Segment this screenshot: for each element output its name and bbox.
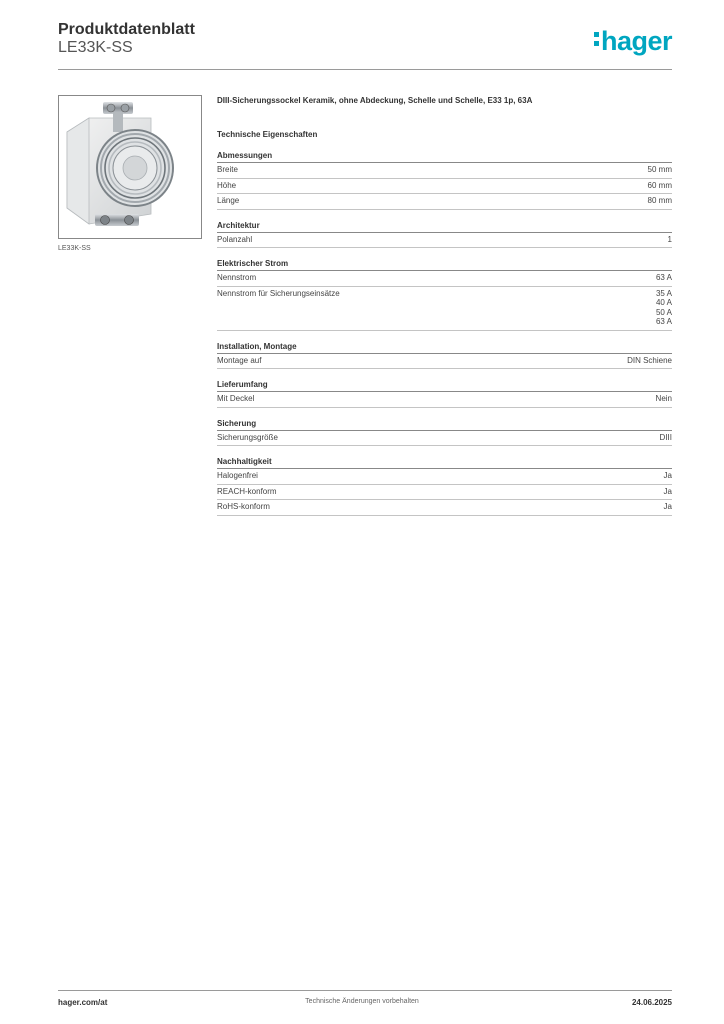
- property-row: [217, 233, 672, 249]
- section-title: Abmessungen: [217, 151, 672, 163]
- property-value-line: DIN Schiene: [627, 355, 672, 365]
- technical-properties-title: Technische Eigenschaften: [217, 130, 318, 139]
- hager-logo: [594, 26, 672, 57]
- properties-list: [217, 151, 672, 516]
- property-label: REACH-konform: [217, 486, 277, 496]
- property-value: [664, 471, 672, 481]
- section-title: Installation, Montage: [217, 342, 672, 354]
- footer-notice: Technische Änderungen vorbehalten: [305, 998, 419, 1005]
- property-value: [627, 356, 672, 366]
- property-value-line: 63 A: [655, 317, 672, 326]
- property-label: RoHS-konform: [217, 502, 270, 511]
- property-value-line: 63 A: [655, 273, 672, 282]
- property-value: [656, 289, 672, 327]
- property-label: Länge: [217, 196, 240, 205]
- property-row: [217, 500, 672, 516]
- property-row: [217, 431, 672, 447]
- property-section: [217, 221, 672, 249]
- section-title: Nachhaltigkeit: [217, 457, 672, 469]
- property-section: [217, 342, 672, 370]
- section-title: Architektur: [217, 221, 672, 233]
- property-value-line: 50 mm: [647, 165, 672, 174]
- property-value: [664, 502, 672, 512]
- property-value-line: 50 A: [655, 307, 672, 317]
- property-value: [648, 165, 672, 175]
- product-code: LE33K-SS: [58, 39, 133, 56]
- property-value-line: 35 A: [655, 288, 672, 298]
- property-row: [217, 469, 672, 485]
- property-row: [217, 163, 672, 179]
- property-value-line: DIII: [659, 432, 672, 442]
- property-value: [656, 394, 672, 404]
- product-description: DIII-Sicherungssockel Keramik, ohne Abdeckung, Schelle und Schelle, E33 1p, 63A: [217, 96, 533, 105]
- property-value-line: 40 A: [655, 298, 672, 307]
- property-label: Sicherungsgröße: [217, 432, 278, 442]
- property-row: [217, 179, 672, 195]
- property-section: [217, 457, 672, 516]
- property-label: Nennstrom: [217, 273, 257, 282]
- logo-dots-icon: [594, 30, 599, 48]
- property-label: Mit Deckel: [217, 394, 255, 403]
- section-title: Sicherung: [217, 419, 672, 431]
- property-row: [217, 392, 672, 408]
- property-section: [217, 259, 672, 331]
- property-section: [217, 380, 672, 408]
- property-label: Montage auf: [217, 355, 262, 365]
- property-row: [217, 287, 672, 331]
- property-section: [217, 419, 672, 447]
- property-value-line: 80 mm: [647, 196, 672, 205]
- property-label: Halogenfrei: [217, 471, 258, 480]
- property-row: [217, 194, 672, 210]
- property-label: Höhe: [217, 180, 237, 190]
- page-title: Produktdatenblatt: [58, 21, 195, 38]
- header-divider: [58, 69, 672, 70]
- property-value: [660, 433, 672, 443]
- footer-website: hager.com/at: [58, 998, 108, 1007]
- footer-date: 24.06.2025: [631, 998, 672, 1007]
- section-title: Lieferumfang: [217, 380, 672, 392]
- product-image: [58, 95, 202, 239]
- property-label: Nennstrom für Sicherungseinsätze: [217, 288, 340, 298]
- footer-divider: [58, 990, 672, 991]
- property-section: [217, 151, 672, 210]
- property-value: [668, 235, 672, 245]
- logo-text: hager: [600, 26, 672, 56]
- property-value: [664, 487, 672, 497]
- property-label: Polanzahl: [217, 234, 253, 244]
- property-row: [217, 271, 672, 287]
- fuse-base-photo-icon: [59, 96, 201, 238]
- property-value: [656, 273, 672, 283]
- property-value: [648, 196, 672, 206]
- section-title: Elektrischer Strom: [217, 259, 672, 271]
- property-label: Breite: [217, 165, 238, 174]
- property-row: [217, 485, 672, 501]
- property-value-line: Ja: [663, 471, 672, 480]
- property-value-line: Nein: [655, 394, 672, 403]
- content-column: [217, 96, 672, 527]
- property-value-line: Ja: [663, 486, 672, 496]
- image-caption: LE33K-SS: [58, 245, 91, 252]
- property-value-line: 1: [667, 234, 672, 244]
- property-value-line: Ja: [663, 502, 672, 511]
- property-value: [648, 181, 672, 191]
- property-value-line: 60 mm: [647, 180, 672, 190]
- property-row: [217, 354, 672, 370]
